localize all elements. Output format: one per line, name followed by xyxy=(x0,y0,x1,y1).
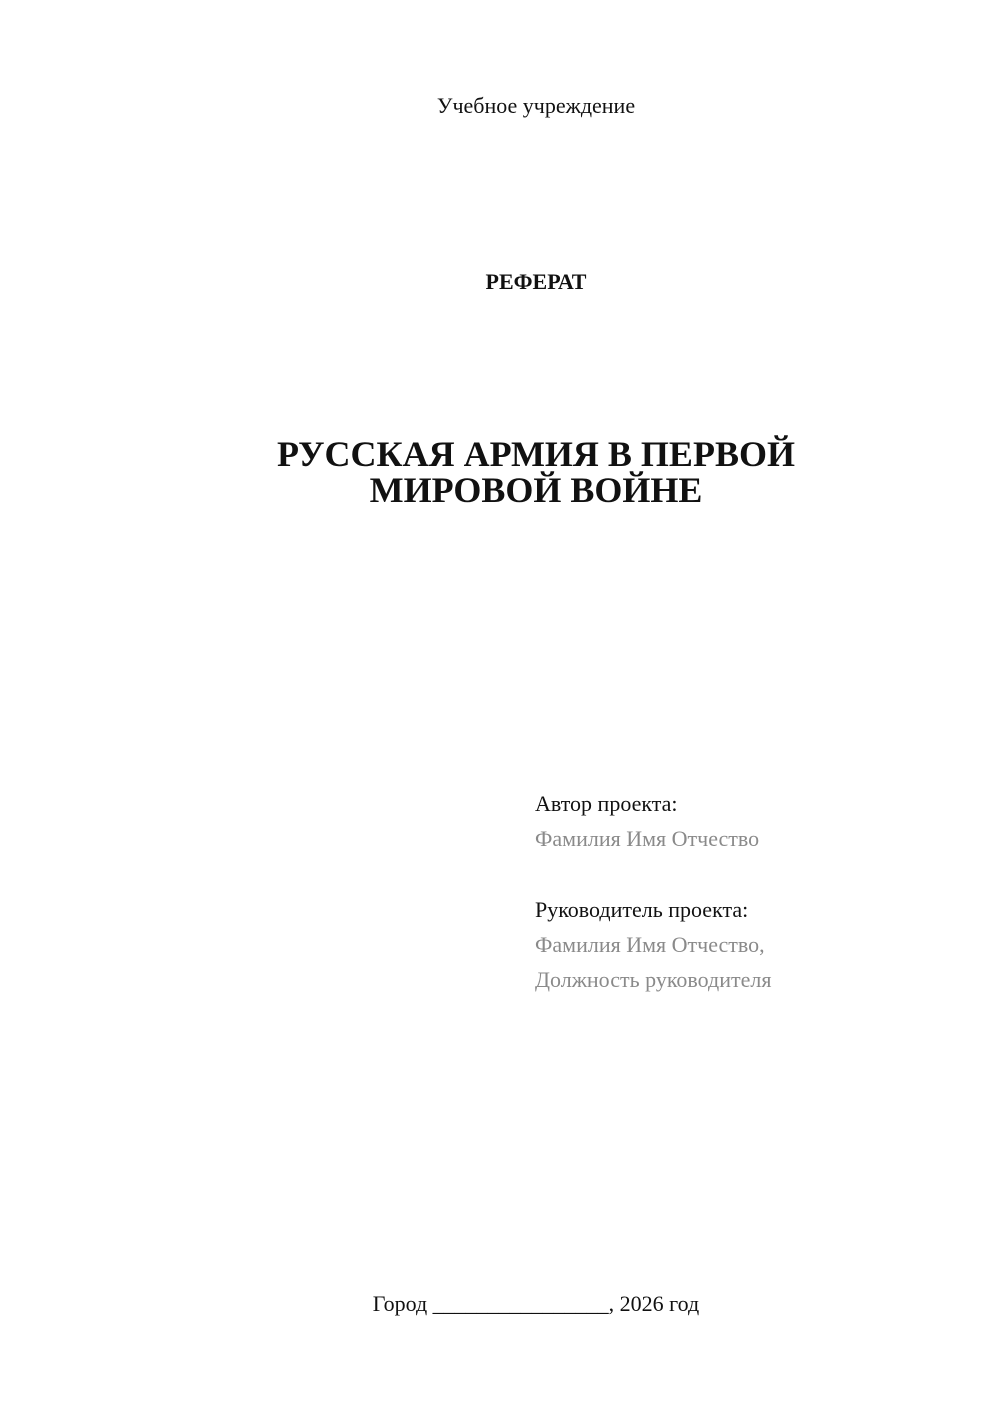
spacer xyxy=(535,856,771,892)
author-name: Фамилия Имя Отчество xyxy=(535,826,760,851)
institution-name: Учебное учреждение xyxy=(436,93,636,118)
report-topic xyxy=(0,436,1000,508)
supervisor-name: Фамилия Имя Отчество, xyxy=(535,932,765,957)
author-info-block xyxy=(535,786,771,997)
supervisor-label: Руководитель проекта: xyxy=(535,897,749,922)
author-label: Автор проекта: xyxy=(535,791,678,816)
city-year-line: Город ________________, 2026 год xyxy=(372,1291,700,1316)
document-type: РЕФЕРАТ xyxy=(485,269,587,294)
topic-line-2: МИРОВОЙ ВОЙНЕ xyxy=(369,470,703,510)
supervisor-position: Должность руководителя xyxy=(535,967,772,992)
topic-line-1: РУССКАЯ АРМИЯ В ПЕРВОЙ xyxy=(277,434,795,474)
